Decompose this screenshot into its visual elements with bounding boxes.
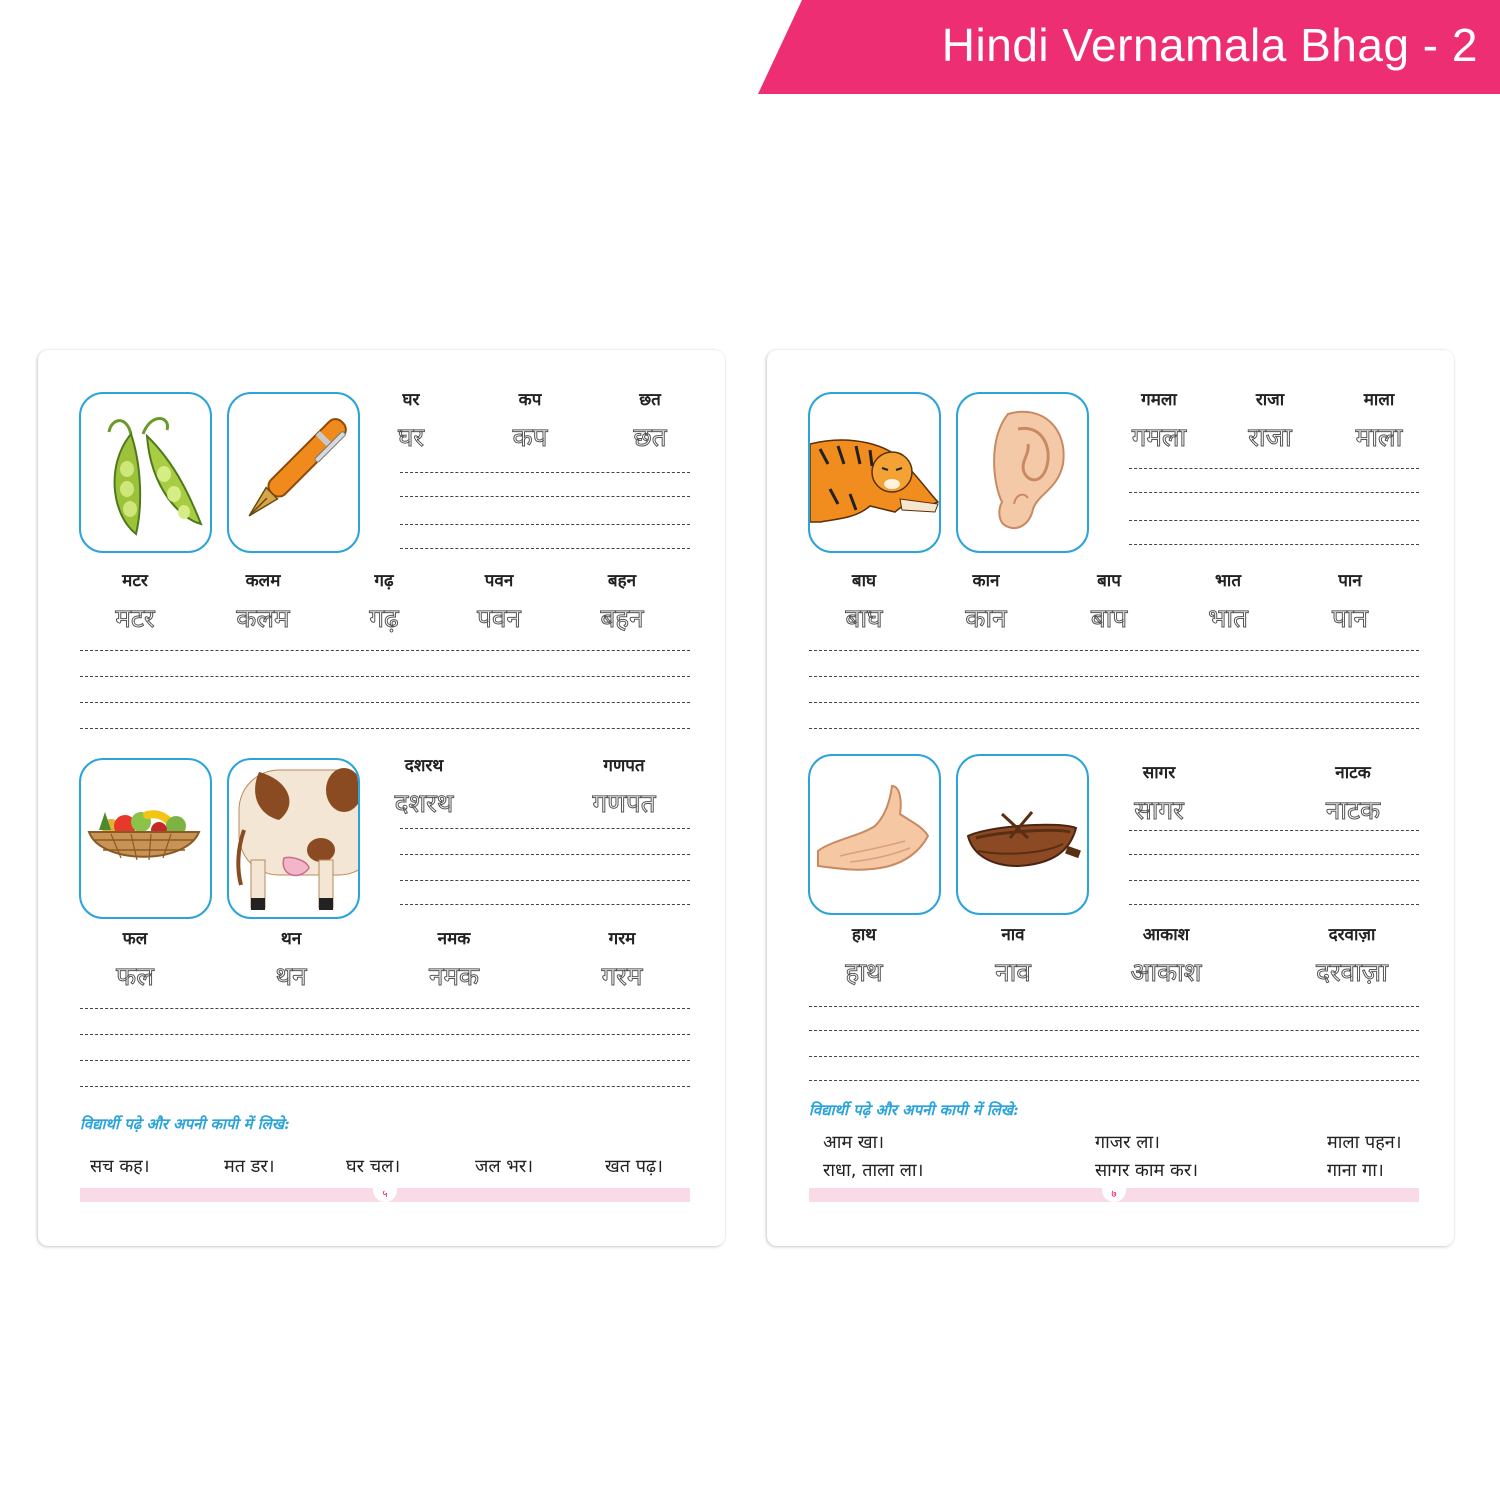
sentence: घर चल।: [346, 1156, 401, 1177]
sentence: मत डर।: [224, 1156, 275, 1177]
word-label: दरवाज़ा: [1328, 925, 1376, 945]
word-label: नमक: [437, 929, 471, 949]
word-item: [429, 926, 479, 993]
word-item: [369, 568, 398, 635]
sentence: माला पहन।: [1327, 1132, 1402, 1153]
boat-icon: [956, 754, 1089, 915]
trace-word: माला: [1355, 423, 1403, 453]
writing-line[interactable]: [809, 702, 1419, 703]
tiger-icon: [808, 392, 941, 553]
word-item: [1316, 922, 1388, 989]
writing-line[interactable]: [80, 1008, 690, 1009]
trace-word: कप: [512, 423, 548, 453]
writing-line[interactable]: [1129, 468, 1419, 469]
writing-line[interactable]: [1129, 830, 1419, 831]
word-item: [846, 568, 883, 635]
word-label: बाघ: [851, 571, 877, 591]
peas-icon: [79, 392, 212, 553]
trace-word: थन: [275, 962, 307, 992]
word-label: नाव: [1001, 925, 1025, 945]
trace-word: फल: [116, 962, 154, 992]
word-item: [995, 922, 1031, 989]
writing-line[interactable]: [80, 1034, 690, 1035]
word-item: [1132, 387, 1187, 454]
trace-word: पवन: [477, 604, 521, 634]
writing-line[interactable]: [809, 1030, 1419, 1031]
word-label: कान: [972, 571, 1000, 591]
writing-line[interactable]: [809, 650, 1419, 651]
trace-word: सागर: [1134, 796, 1184, 826]
word-item: [1208, 568, 1248, 635]
writing-line[interactable]: [400, 524, 690, 525]
word-label: भात: [1214, 571, 1242, 591]
sentence: सच कह।: [90, 1156, 150, 1177]
word-label: पान: [1338, 571, 1362, 591]
trace-word: मटर: [115, 604, 155, 634]
pen-icon: [227, 392, 360, 553]
cow-icon: [227, 758, 360, 919]
trace-word: कान: [965, 604, 1007, 634]
word-item: [477, 568, 521, 635]
word-label: घर: [402, 390, 420, 410]
trace-word: नाव: [995, 958, 1031, 988]
word-item: [1134, 760, 1184, 827]
writing-line[interactable]: [809, 1080, 1419, 1081]
word-item: [398, 387, 424, 454]
writing-line[interactable]: [80, 1060, 690, 1061]
sentence: सागर काम कर।: [1095, 1160, 1199, 1181]
trace-word: गणपत: [592, 789, 656, 819]
writing-line[interactable]: [809, 1056, 1419, 1057]
trace-word: दरवाज़ा: [1316, 958, 1388, 988]
word-item: [1091, 568, 1127, 635]
word-item: [1356, 387, 1403, 454]
writing-line[interactable]: [400, 880, 690, 881]
right-page: [767, 350, 1454, 1246]
word-label: माला: [1363, 390, 1395, 410]
word-item: [513, 387, 548, 454]
word-label: कलम: [245, 571, 281, 591]
trace-word: बहन: [600, 604, 644, 634]
word-item: [1248, 387, 1291, 454]
writing-line[interactable]: [80, 676, 690, 677]
word-item: [236, 568, 289, 635]
word-label: हाथ: [851, 925, 877, 945]
word-item: [116, 926, 154, 993]
word-label: गढ़: [374, 571, 394, 591]
sentence: राधा, ताला ला।: [823, 1160, 924, 1181]
fruit-basket-icon: [79, 758, 212, 919]
trace-word: कलम: [236, 604, 290, 634]
word-item: [395, 753, 454, 820]
word-label: दशरथ: [404, 756, 444, 776]
writing-line[interactable]: [1129, 492, 1419, 493]
writing-line[interactable]: [1129, 520, 1419, 521]
word-item: [115, 568, 154, 635]
ear-icon: [956, 392, 1089, 553]
writing-line[interactable]: [400, 496, 690, 497]
sentence: गाजर ला।: [1095, 1132, 1160, 1153]
trace-word: नाटक: [1325, 796, 1381, 826]
word-label: गणपत: [603, 756, 645, 776]
trace-word: बाप: [1090, 604, 1128, 634]
page-number: ५: [373, 1188, 397, 1202]
writing-line[interactable]: [400, 854, 690, 855]
writing-line[interactable]: [809, 1006, 1419, 1007]
page-number: ७: [1102, 1188, 1126, 1202]
instruction-text: विद्यार्थी पढ़े और अपनी कापी में लिखे:: [809, 1101, 1019, 1119]
trace-word: राजा: [1248, 423, 1292, 453]
word-label: राजा: [1255, 390, 1285, 410]
word-item: [275, 926, 306, 993]
trace-word: पान: [1332, 604, 1368, 634]
trace-word: गढ़: [369, 604, 399, 634]
trace-word: बाघ: [845, 604, 883, 634]
sentence: आम खा।: [823, 1132, 885, 1153]
writing-line[interactable]: [400, 472, 690, 473]
writing-line[interactable]: [400, 904, 690, 905]
writing-line[interactable]: [809, 676, 1419, 677]
trace-word: घर: [397, 423, 425, 453]
trace-word: भात: [1208, 604, 1248, 634]
word-label: नाटक: [1335, 763, 1371, 783]
word-item: [965, 568, 1006, 635]
word-item: [1332, 568, 1368, 635]
word-item: [592, 753, 655, 820]
word-item: [845, 922, 882, 989]
trace-word: गमला: [1131, 423, 1187, 453]
word-label: आकाश: [1142, 925, 1190, 945]
word-label: बहन: [607, 571, 637, 591]
trace-word: हाथ: [845, 958, 883, 988]
sentence: खत पढ़।: [605, 1156, 663, 1177]
word-item: [1326, 760, 1380, 827]
left-page: [38, 350, 725, 1246]
writing-line[interactable]: [80, 1086, 690, 1087]
writing-line[interactable]: [80, 728, 690, 729]
sentence: जल भर।: [475, 1156, 534, 1177]
writing-line[interactable]: [1129, 880, 1419, 881]
word-label: सागर: [1142, 763, 1176, 783]
word-label: गमला: [1141, 390, 1177, 410]
hand-icon: [808, 754, 941, 915]
instruction-text: विद्यार्थी पढ़े और अपनी कापी में लिखे:: [80, 1115, 290, 1133]
writing-line[interactable]: [400, 548, 690, 549]
writing-line[interactable]: [1129, 544, 1419, 545]
writing-line[interactable]: [1129, 854, 1419, 855]
sentence: गाना गा।: [1327, 1160, 1384, 1181]
writing-line[interactable]: [80, 650, 690, 651]
trace-word: गरम: [601, 962, 643, 992]
banner-title: Hindi Vernamala Bhag - 2: [941, 19, 1478, 71]
word-label: छत: [639, 390, 661, 410]
writing-line[interactable]: [400, 828, 690, 829]
trace-word: दशरथ: [394, 789, 454, 819]
word-item: [602, 926, 643, 993]
writing-line[interactable]: [809, 728, 1419, 729]
word-label: कप: [518, 390, 542, 410]
trace-word: नमक: [429, 962, 479, 992]
word-label: गरम: [608, 929, 636, 949]
trace-word: छत: [633, 423, 667, 453]
writing-line[interactable]: [1129, 904, 1419, 905]
word-label: बाप: [1097, 571, 1121, 591]
word-label: फल: [122, 929, 148, 949]
word-item: [600, 568, 643, 635]
word-label: मटर: [122, 571, 148, 591]
trace-word: आकाश: [1130, 958, 1202, 988]
word-label: थन: [280, 929, 302, 949]
word-label: पवन: [484, 571, 514, 591]
word-item: [1131, 922, 1202, 989]
writing-line[interactable]: [80, 702, 690, 703]
word-item: [633, 387, 666, 454]
